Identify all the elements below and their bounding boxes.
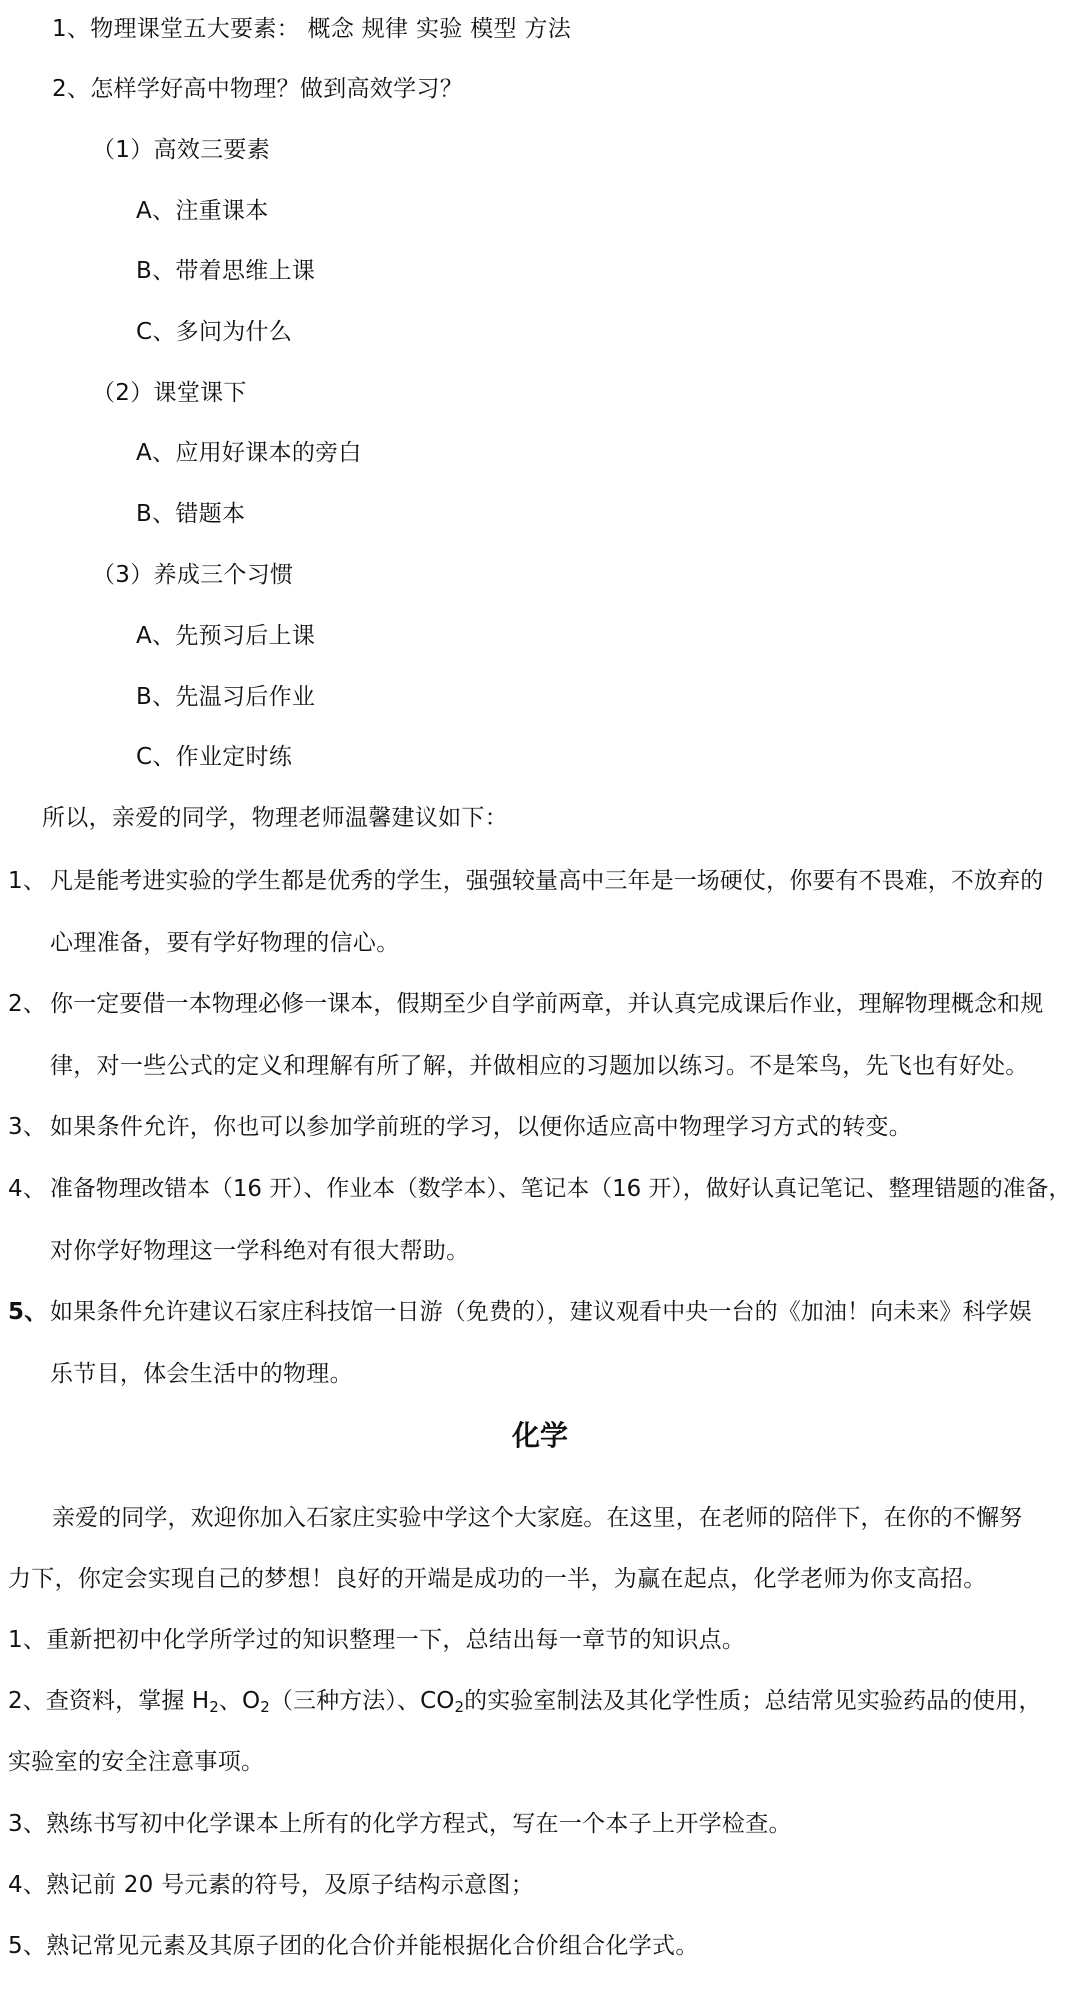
co2-subscript: 2 <box>454 1698 465 1716</box>
section-2-item-a: A、应用好课本的旁白 <box>136 440 362 466</box>
advice-4-number: 4、 <box>8 1176 47 1202</box>
advice-5-line-2: 乐节目，体会生活中的物理。 <box>50 1361 353 1387</box>
chemistry-item-3: 3、熟练书写初中化学课本上所有的化学方程式，写在一个本子上开学检查。 <box>8 1811 792 1837</box>
advice-2-number: 2、 <box>8 991 47 1017</box>
advice-1-line-1: 凡是能考进实验的学生都是优秀的学生，强强较量高中三年是一场硬仗，你要有不畏难，不放弃的 <box>50 868 1044 894</box>
section-1-item-b: B、带着思维上课 <box>136 258 316 284</box>
o2-subscript: 2 <box>260 1698 270 1716</box>
chemistry-item-5: 5、熟记常见元素及其原子团的化合价并能根据化合价组合化学式。 <box>8 1933 699 1959</box>
section-2-item-b: B、错题本 <box>136 501 246 527</box>
advice-3-number: 3、 <box>8 1114 47 1140</box>
advice-3-line-1: 如果条件允许，你也可以参加学前班的学习，以便你适应高中物理学习方式的转变。 <box>50 1114 913 1140</box>
h2-subscript: 2 <box>209 1698 219 1716</box>
advice-1-line-2: 心理准备，要有学好物理的信心。 <box>50 930 400 956</box>
chemistry-intro-line-1: 亲爱的同学，欢迎你加入石家庄实验中学这个大家庭。在这里，在老师的陪伴下，在你的不懈努 <box>52 1505 1023 1531</box>
advice-2-line-2: 律，对一些公式的定义和理解有所了解，并做相应的习题加以练习。不是笨鸟，先飞也有好处。 <box>50 1053 1029 1079</box>
chemistry-item-2-part-a: 2、查资料，掌握 H <box>8 1688 210 1714</box>
advice-4-line-1: 准备物理改错本（16 开）、作业本（数学本）、笔记本（16 开），做好认真记笔记、整理错题的准备， <box>50 1176 1072 1202</box>
section-3-item-b: B、先温习后作业 <box>136 684 316 710</box>
section-3-title: （3）养成三个习惯 <box>92 562 294 588</box>
chemistry-item-1: 1、重新把初中化学所学过的知识整理一下，总结出每一章节的知识点。 <box>8 1627 746 1653</box>
chemistry-item-2-line-1 <box>8 1686 1042 1716</box>
section-3-item-c: C、作业定时练 <box>136 744 293 770</box>
chemistry-heading: 化学 <box>511 1419 568 1452</box>
physics-line-1: 1、物理课堂五大要素： 概念 规律 实验 模型 方法 <box>52 16 571 42</box>
physics-advice-intro: 所以，亲爱的同学，物理老师温馨建议如下： <box>42 805 508 831</box>
chemistry-item-2-line-2: 实验室的安全注意事项。 <box>8 1749 265 1775</box>
section-2-title: （2）课堂课下 <box>92 380 247 406</box>
physics-line-2: 2、怎样学好高中物理？做到高效学习？ <box>52 76 464 102</box>
section-1-item-c: C、多问为什么 <box>136 319 293 345</box>
advice-1-number: 1、 <box>8 868 47 894</box>
chemistry-item-4: 4、熟记前 20 号元素的符号，及原子结构示意图； <box>8 1872 535 1898</box>
chemistry-intro-line-2: 力下，你定会实现自己的梦想！良好的开端是成功的一半，为赢在起点，化学老师为你支高招。 <box>8 1566 987 1592</box>
chemistry-item-2-part-d: 的实验室制法及其化学性质；总结常见实验药品的使用， <box>464 1688 1042 1714</box>
chemistry-item-2-part-c: （三种方法）、CO <box>269 1688 455 1714</box>
section-1-item-a: A、注重课本 <box>136 198 269 224</box>
section-3-item-a: A、先预习后上课 <box>136 623 316 649</box>
section-1-title: （1）高效三要素 <box>92 137 271 163</box>
advice-5-number: 5、 <box>8 1299 48 1325</box>
chemistry-item-2-part-b: 、O <box>218 1688 261 1714</box>
advice-4-line-2: 对你学好物理这一学科绝对有很大帮助。 <box>50 1238 470 1264</box>
advice-2-line-1: 你一定要借一本物理必修一课本，假期至少自学前两章，并认真完成课后作业，理解物理概念和规 <box>50 991 1044 1017</box>
advice-5-line-1: 如果条件允许建议石家庄科技馆一日游（免费的），建议观看中央一台的《加油！向未来》科学娱 <box>50 1299 1032 1325</box>
